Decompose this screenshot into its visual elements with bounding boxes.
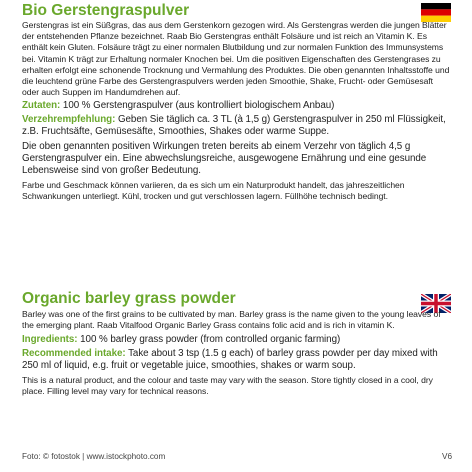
german-note: Farbe und Geschmack können variieren, da es sich um ein Naturprodukt handelt, das jahreszeitlichen Schwankungen unterliegt. Kühl, trocken und gut verschlossen lagern. Füllhöhe technisch bedingt.	[22, 179, 405, 201]
english-ingredients-label: Ingredients:	[22, 334, 78, 346]
english-usage-label: Recommended intake:	[22, 347, 126, 359]
german-ingredients-label: Zutaten:	[22, 100, 61, 112]
german-intro: Gerstengras ist ein Süßgras, das aus dem Gerstenkorn gezogen wird. Als Gerstengras werden die jungen Blätter der entstehenden Pflanze bezeichnet. Raab Bio Gerstengras enthält Folsäure und ist reich an Vitamin K. Es enthält kein Gluten. Folsäure trägt zu einer normalen Blutbildung und zur normalen Funktion des Immunsystems bei. Vitamin K trägt zur Erhaltung normaler Knochen bei. Um die positiven Eigenschaften des Gerstengrases zu erhalten erfolgt eine schonende Trocknung und Vermahlung des Produktes. Die oben genannten Inhaltsstoffe und die leuchtend grüne Farbe des Gerstengraspulvers werden jeden Smoothie, Shake, Frucht- oder Gemüsesaft oder auch Suppen im Handumdrehen auf.	[22, 20, 450, 98]
german-ingredients-text: 100 % Gerstengraspulver (aus kontrolliert biologischem Anbau)	[60, 100, 335, 112]
english-note: This is a natural product, and the colour and taste may vary with the season. Store tightly closed in a cool, dry place. Filling level may vary for technical reasons.	[22, 375, 433, 397]
english-intro: Barley was one of the first grains to be cultivated by man. Barley grass is the name given to the young leaves of the emerging plant. Raab Vitalfood Organic Barley Grass contains folic acid and is rich in vitamin K.	[22, 309, 441, 331]
english-title: Organic barley grass powder	[22, 290, 236, 307]
german-usage	[22, 114, 452, 138]
english-section	[22, 290, 420, 308]
german-section	[22, 2, 420, 20]
version-label: V6	[441, 452, 452, 461]
photo-credit: Foto: © fotostok | www.istockphoto.com	[22, 452, 166, 461]
german-ingredients	[22, 100, 452, 112]
german-usage-label: Verzehrempfehlung:	[22, 113, 116, 125]
german-title: Bio Gerstengraspulver	[22, 2, 190, 19]
english-usage-text: Take about 3 tsp (1.5 g each) of barley grass powder per day mixed with 250 ml of liquid, e.g. fruit or vegetable juice, smoothies, shakes or warm soup.	[22, 347, 438, 371]
german-benefit: Die oben genannten positiven Wirkungen treten bereits ab einem Verzehr von täglich 4,5 g Gerstengraspulver ein. Eine abwechslungsreiche, ausgewogene Ernährung und eine gesunde Lebensweise sind von großer Bedeutung.	[22, 141, 427, 177]
english-body	[22, 309, 452, 397]
footer	[22, 452, 452, 461]
german-usage-text: Geben Sie täglich ca. 3 TL (à 1,5 g) Gerstengraspulver in 250 ml Flüssigkeit, z.B. Fruchtsäfte, Gemüsesäfte, Smoothies, Shakes oder warme Suppe.	[22, 113, 446, 137]
german-body	[22, 20, 452, 202]
english-ingredients	[22, 334, 452, 346]
english-ingredients-text: 100 % barley grass powder (from controlled organic farming)	[77, 334, 341, 346]
english-usage	[22, 348, 452, 372]
